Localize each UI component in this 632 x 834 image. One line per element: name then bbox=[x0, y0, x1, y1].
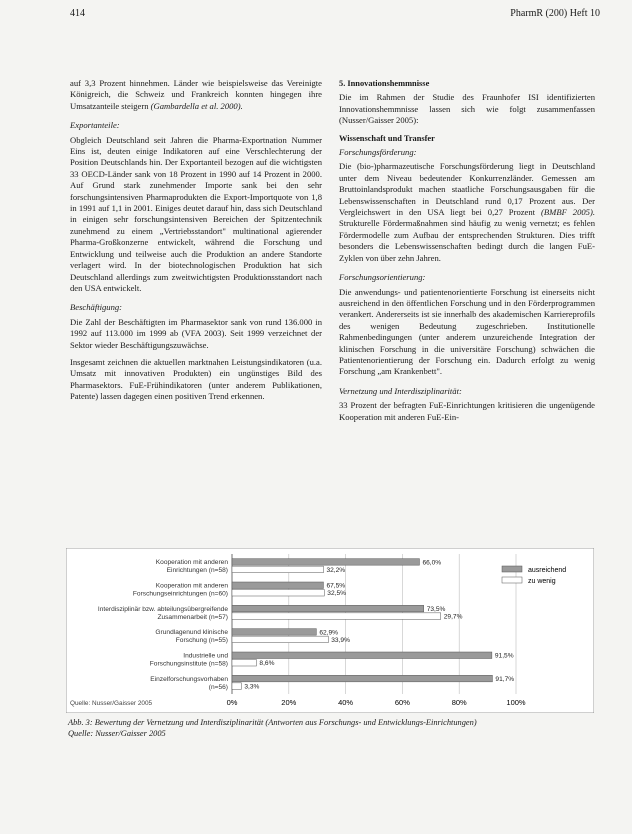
category-label: Einrichtungen (n=58) bbox=[166, 567, 228, 575]
category-label: Industrielle und bbox=[183, 652, 228, 660]
vi-paragraph: 33 Prozent der befragten FuE-Einrichtungen kritisieren die ungenügende Kooperation mit anderen FuE-Ein- bbox=[339, 400, 595, 422]
data-label: 3,3% bbox=[244, 683, 260, 691]
legend-swatch bbox=[502, 577, 522, 583]
intro-text: auf 3,3 Prozent hinnehmen. Länder wie beispielsweise das Vereinigte Königreich, die Schweiz und Frankreich konnten hingegen ihre Umsatzanteile steigern bbox=[70, 78, 322, 111]
category-label: Forschungseinrichtungen (n=60) bbox=[132, 590, 228, 598]
data-label: 91,7% bbox=[495, 676, 515, 684]
ff-text-2: Strukturelle Fördermaßnahmen sind häufig zu wenig vernetzt; es fehlen Fördermodelle zum Aufbau der entsprechenden Strukturen. Dies trifft besonders die Lebenswissenschaften bedingt durch die langen FuE-Zyklen von über zehn Jahren. bbox=[339, 218, 595, 263]
ff-heading: Forschungsförderung: bbox=[339, 147, 417, 158]
category-label: Zusammenarbeit (n=57) bbox=[157, 613, 228, 621]
x-tick-label: 60% bbox=[394, 698, 410, 707]
legend-label: ausreichend bbox=[528, 567, 567, 574]
category-label: Interdisziplinär bzw. abteilungsübergreifende bbox=[97, 605, 228, 613]
section-intro: Die im Rahmen der Studie des Fraunhofer ISI identifizierten Innovationshemmnisse lassen sich wie folgt zusammenfassen (Nusser/Gaisser 2005): bbox=[339, 92, 595, 126]
data-label: 66,0% bbox=[422, 559, 442, 567]
bar bbox=[232, 636, 328, 643]
fo-heading: Forschungsorientierung: bbox=[339, 272, 426, 283]
fo-paragraph: Die anwendungs- und patientenorientierte Forschung ist einerseits nicht ausreichend in den öffentlichen Forschung und in den Förderprogrammen verankert. Andererseits ist sie innerhalb des akademischen Karriereprofils des wenigen Bedeutung zugeschrieben. Institutionelle Rahmenbedingungen (unter anderem unzureichende Integration der klinischen Forschung in die universitäre Forschung) schwächen die Patientenorientierung der Forschung ein. Dadurch erfolgt zu wenig Forschung „am Krankenbett". bbox=[339, 286, 595, 377]
bar bbox=[232, 559, 419, 566]
bar bbox=[232, 590, 324, 597]
bar bbox=[232, 660, 256, 667]
export-heading: Exportanteile: bbox=[70, 120, 120, 131]
intro-paragraph bbox=[70, 78, 322, 112]
x-tick-label: 100% bbox=[506, 698, 526, 707]
bar bbox=[232, 683, 241, 690]
employment-paragraph: Die Zahl der Beschäftigten im Pharmasektor sank von rund 136.000 in 1992 auf 113.000 im 1999 ab (VFA 2003). Seit 1999 verzeichnet der Sektor wieder Beschäftigungszuwächse. bbox=[70, 316, 322, 350]
data-label: 32,5% bbox=[327, 590, 347, 598]
bar bbox=[232, 582, 323, 589]
bar bbox=[232, 566, 323, 573]
category-label: Kooperation mit anderen bbox=[155, 582, 228, 590]
journal-running-head: PharmR (200) Heft 10 bbox=[510, 8, 600, 19]
x-tick-label: 40% bbox=[338, 698, 354, 707]
bar bbox=[232, 605, 424, 612]
chart-source: Quelle: Nusser/Gaisser 2005 bbox=[70, 700, 153, 707]
x-tick-label: 0% bbox=[226, 698, 238, 707]
wt-heading: Wissenschaft und Transfer bbox=[339, 133, 435, 143]
ff-citation: (BMBF 2005). bbox=[541, 207, 595, 218]
intro-citation: (Gambardella et al. 2000). bbox=[150, 100, 243, 111]
data-label: 33,9% bbox=[331, 636, 350, 644]
figure-chart bbox=[66, 548, 594, 713]
data-label: 62,9% bbox=[319, 629, 339, 637]
page-header bbox=[70, 8, 622, 22]
data-label: 32,2% bbox=[326, 566, 346, 574]
category-label: Grundlagenund klinische bbox=[155, 629, 228, 637]
ff-text: Die (bio-)pharmazeutische Forschungsförderung liegt in Deutschland unter dem Niveau bedeutender Konkurrenzländer. Gemessen am Bruttoinlandsprodukt machen staatliche Forschungsausgaben für die Lebenswissenschaften in Deutschland rund 0,17 Prozent aus. Der Vergleichswert in den USA liegt bei 0,27 Prozent bbox=[339, 161, 595, 218]
data-label: 91,5% bbox=[494, 652, 514, 660]
category-label: Einzelforschungsvorhaben bbox=[150, 675, 228, 683]
bar bbox=[232, 675, 492, 682]
caption-source: Quelle: Nusser/Gaisser 2005 bbox=[68, 729, 166, 738]
bar-chart bbox=[66, 548, 594, 713]
page-number: 414 bbox=[70, 8, 85, 19]
legend-label: zu wenig bbox=[528, 578, 556, 585]
category-label: (n=56) bbox=[208, 683, 228, 691]
category-label: Forschungsinstitute (n=58) bbox=[149, 660, 228, 668]
export-paragraph: Obgleich Deutschland seit Jahren die Pharma-Exportnation Nummer Eins ist, deuten einige Indikatoren auf eine Verschlechterung der Position Deutschlands hin. Der Exportanteil bezogen auf die wichtigsten 33 OECD-Länder sank von 18 Prozent in 1990 auf 14 Prozent in 2000. Auf Grund stark zunehmender Importe sank bei den sehr forschungsintensiven Pharmaprodukten die Export-Importquote von 1,8 in 1991 auf 1,1 in 2001. Einiges deutet darauf hin, dass sich Deutschland in einigen sehr forschungsintensiven Bereichen der Spitzentechnik zunehmend zu einem „Vertriebsstandort" multinational agierender Pharma-Großkonzerne entwickelt, während die Forschung und Entwicklung und teilweise auch die Produktion an andere Standorte verlagert wird. In der biotechnologischen Produktion hat sich Deutschland allerdings zum zweitwichtigsten Produktionsstandort nach den USA entwickelt. bbox=[70, 134, 322, 293]
vi-heading: Vernetzung und Interdisziplinarität: bbox=[339, 385, 462, 396]
left-column bbox=[70, 78, 322, 409]
data-label: 29,7% bbox=[443, 613, 463, 621]
ff-paragraph bbox=[339, 161, 595, 264]
x-tick-label: 20% bbox=[281, 698, 297, 707]
closing-paragraph: Insgesamt zeichnen die aktuellen marktnahen Leistungsindikatoren (u.a. Umsatz mit innovativen Produkten) ein ungünstiges Bild des Pharmasektors. FuE-Frühindikatoren (unter anderem Publikationen, Patente) lassen dagegen einen positiven Trend erkennen. bbox=[70, 356, 322, 402]
bar bbox=[232, 629, 316, 636]
x-tick-label: 80% bbox=[451, 698, 467, 707]
figure-caption bbox=[68, 717, 588, 739]
bar bbox=[232, 652, 492, 659]
right-column bbox=[339, 78, 595, 429]
employment-heading: Beschäftigung: bbox=[70, 302, 123, 313]
data-label: 73,5% bbox=[426, 606, 446, 614]
category-label: Kooperation mit anderen bbox=[155, 559, 228, 567]
section-heading: 5. Innovationshemmnisse bbox=[339, 79, 430, 88]
data-label: 8,6% bbox=[259, 660, 275, 668]
bar bbox=[232, 613, 441, 620]
category-label: Forschung (n=55) bbox=[175, 637, 228, 645]
legend-swatch bbox=[502, 566, 522, 572]
caption-text: Abb. 3: Bewertung der Vernetzung und Interdisziplinarität (Antworten aus Forschungs- und Entwicklungs-Einrichtungen) bbox=[68, 718, 477, 727]
data-label: 67,5% bbox=[326, 582, 346, 590]
